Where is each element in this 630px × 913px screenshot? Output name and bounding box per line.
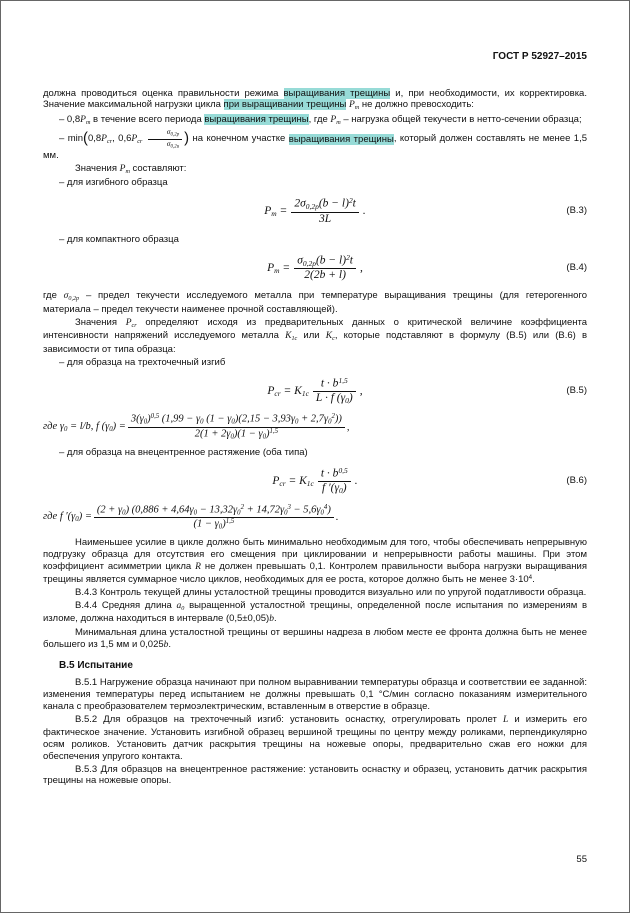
fraction: $\frac{\sigma_{0,2р}}{\sigma_{0,2и}}$: [148, 128, 182, 149]
paragraph-pt-values: Значения $P_т$ составляют:: [75, 162, 187, 175]
page-number: 55: [576, 854, 587, 866]
paragraph-sigma-definition: где $\sigma_{0,2р}$ – предел текучести исследуемого металла при температуре выращивания трещины (для гетерогенного материала – предел текучести наименее прочной составляющей).: [43, 290, 587, 315]
formula-b4: [43, 254, 587, 283]
paragraph-regime-check: должна проводиться оценка правильности режима выращивания трещины и, при необходимости, их корректировка. Значение максимальной нагрузки цикла при выращивании трещины $P_т$ не должно превосходить:: [43, 87, 587, 112]
fraction: $\frac{t \cdot b^{1,5}}{L \cdot f (\gamma_0)}$: [313, 377, 356, 406]
formula-b6-expression: $P_{cr} = K_{1с}$ $\frac{t \cdot b^{0,5}}{f '(\gamma_0)}$ .: [272, 465, 358, 496]
formula-b6: [43, 467, 587, 496]
where-clause-f5: где $\gamma_0 = l/b$, f $(\gamma_0)$ = $\frac{3(\gamma_0)^{0,5} (1,99 - \gamma_0 (1 - \gamma_0)(2,15 - 3,93\gamma_0 + 2,7\gamma_0^2))}{2(1 + 2\gamma_0)(1 - \gamma_0)^{1,5}}$ ,: [43, 413, 350, 441]
formula-b4-expression: $P_т$ = $\frac{\sigma_{0,2р}(b - l)^2t}{2(2b + l)}$ ,: [267, 252, 363, 282]
list-item-min-load-final-section: – $\min(0,8P_{cr}$, $0,6P_{cr}$ $\frac{\sigma_{0,2р}}{\sigma_{0,2и}}$ ) на конечном участке выращивания трещины, который должен составлять не менее 1,5 мм.: [43, 127, 587, 161]
where-clause-f5-lead: где $\gamma_0 = l/b$, f $(\gamma_0)$ =: [43, 420, 126, 434]
paragraph-pcr-values: Значения $P_{cr}$ определяют исходя из предварительных данных о критической величине коэффициента интенсивности напряжений исследуемого металла $K_{1с}$ или $K_с$, которые подставляют в формулу (В.5) или (В.6) в зависимости от типа образца:: [43, 316, 588, 355]
formula-number-b4: (В.4): [566, 262, 587, 274]
fraction: $\frac{2\sigma_{0,2р}(b - l)^2t}{3L}$: [291, 197, 359, 226]
list-item-bend-specimen: – для изгибного образца: [59, 177, 168, 189]
paragraph-min-cycle-force: Наименьшее усилие в цикле должно быть минимально необходимым для того, чтобы обеспечивать непрерывную подгрузку образца для отсутствия его смещения при циклировании и непрерывности работы машины. При этом коэффициент асимметрии цикла R не должен превышать 0,1. Контролем правильности выбора нагрузки выращивания трещины является суммарное число циклов, необходимых для ее роста, которое должно быть не менее $3\cdot 10^4$.: [43, 537, 587, 586]
paragraph-b43-crack-length-control: В.4.3 Контроль текущей длины усталостной трещины проводится визуально или по упругой податливости образца.: [75, 586, 587, 598]
paragraph-min-crack-length: Минимальная длина усталостной трещины от вершины надреза в любом месте ее фронта должна быть не менее большего из 1,5 мм и 0,025b.: [43, 627, 587, 651]
fraction: $\frac{(2 + \gamma_0) (0,886 + 4,64\gamma_0 - 13,32\gamma_0^2 + 14,72\gamma_0^3 - 5,6\gamma_0^4)}{(1 - \gamma_0)^{1,5}}$: [94, 504, 334, 532]
formula-b3: [43, 197, 587, 226]
list-item-compact-specimen: – для компактного образца: [59, 233, 179, 245]
section-heading-b5: В.5 Испытание: [59, 659, 133, 671]
list-item-three-point-bend: – для образца на трехточечный изгиб: [59, 356, 226, 368]
formula-b5-expression: $P_{cr} = K_{1с}$ $\frac{t \cdot b^{1,5}}{L \cdot f (\gamma_0)}$ ,: [267, 375, 363, 405]
where-clause-f6: где f $'(\gamma_0)$ = $\frac{(2 + \gamma_0) (0,886 + 4,64\gamma_0 - 13,32\gamma_0^2 + 14,72\gamma_0^3 - 5,6\gamma_0^4)}{(1 - \gamma_0)^{1,5}}$ .: [43, 503, 339, 531]
where-clause-f6-lead: где f $'(\gamma_0)$ =: [43, 511, 92, 524]
formula-b5: [43, 377, 587, 406]
list-item-max-load: – $0,8P_т$ в течение всего периода выращивания трещины, где $P_т$ – нагрузка общей текучести в нетто-сечении образца;: [59, 113, 582, 126]
paragraph-b53-tension-setup: В.5.3 Для образцов на внецентренное растяжение: установить оснастку и образец, установить датчик раскрытия трещины на ножевые опоры.: [43, 763, 587, 787]
list-item-eccentric-tension: – для образца на внецентренное растяжение (оба типа): [59, 447, 308, 459]
fraction: $\frac{\sigma_{0,2р}(b - l)^2t}{2(2b + l)}$: [294, 254, 356, 283]
paragraph-b51-loading: В.5.1 Нагружение образца начинают при полном выравнивании температуры образца и соответствии ее заданной: изменения температуры перед испытанием не должны превышать 0,1 °С/мин согласно показаниям измерительного канала с преобразователем термоэлектрическим, вставленным в отверстие в образце.: [43, 677, 587, 713]
paragraph-b52-bend-setup: В.5.2 Для образцов на трехточечный изгиб: установить оснастку, отрегулировать пролет L и измерить его фактическое значение. Установить изгибной образец вершиной трещины по центру между роликами, перпендикулярно осям роликов. Установить датчик раскрытия трещины на ножевые опоры, предварительно сжав его ножки для обеспечения упругого контакта.: [43, 714, 587, 762]
fraction: $\frac{3(\gamma_0)^{0,5} (1,99 - \gamma_0 (1 - \gamma_0)(2,15 - 3,93\gamma_0 + 2,7\gamma_0^2))}{2(1 + 2\gamma_0)(1 - \gamma_0)^{1,5}}$: [128, 413, 345, 441]
document-header: ГОСТ Р 52927–2015: [492, 51, 587, 62]
fraction: $\frac{t \cdot b^{0,5}}{f '(\gamma_0)}$: [318, 467, 351, 496]
formula-number-b6: (В.6): [566, 475, 587, 487]
formula-b3-expression: $P_т$ = $\frac{2\sigma_{0,2р}(b - l)^2t}{3L}$ .: [264, 196, 366, 225]
paragraph-b44-mean-crack-length: В.4.4 Средняя длина $a_0$ выращенной усталостной трещины, определенной после испытания по измерениям в изломе, должна находиться в интервале (0,5±0,05)b.: [43, 599, 587, 625]
formula-number-b5: (В.5): [566, 385, 587, 397]
formula-number-b3: (В.3): [566, 205, 587, 217]
